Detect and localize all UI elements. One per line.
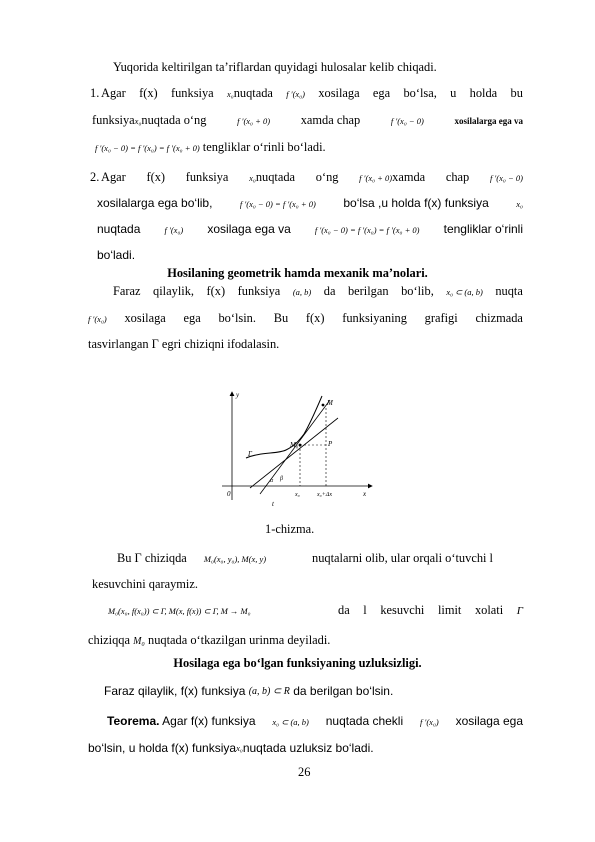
theorem-line1: Teorema. Agar f(x) funksiya x₀ ⊂ (a, b) nuqtada chekli f ′(x₀) xosilaga ega xyxy=(107,714,523,728)
para3-line: Faraz qilaylik, f(x) funksiya (a, b) ⊂ R da berilgan bo‘lsin. xyxy=(104,684,394,698)
label-beta: β xyxy=(280,476,283,482)
para2-line1: Bu Γ chiziqda M₀(x₀, y₀), M(x, y) xyxy=(117,551,267,565)
para1-line2: f ′(x₀) xosilaga ega bo‘lsin. Bu f(x) funksiyaning grafigi chizmada xyxy=(88,311,523,325)
intro-line: Yuqorida keltirilgan ta’riflardan quyidagi hulosalar kelib chiqadi. xyxy=(113,60,437,74)
label-p: P xyxy=(328,440,333,448)
tangent-figure xyxy=(220,388,380,513)
item2-number: 2. xyxy=(90,170,100,184)
gamma-curve xyxy=(246,396,322,458)
formula-eq3: f ′(x₀ − 0) = f ′(x₀) = f ′(x₀ + 0) xyxy=(314,225,420,235)
label-alpha: α xyxy=(270,478,274,484)
formula-x0: x₀ xyxy=(236,743,243,754)
formula-x0: x₀ xyxy=(134,115,142,126)
formula-left-derivative: f ′(x₀ − 0) xyxy=(390,116,424,126)
label-y: y xyxy=(236,391,240,399)
label-x0: x₀ xyxy=(295,492,300,498)
label-x0dx: x₀+Δx xyxy=(317,492,332,498)
formula-x0: x₀ xyxy=(226,88,234,99)
formula-x0-in-ab: x₀ ⊂ (a, b) xyxy=(446,287,483,297)
section-heading-continuity: Hosilaga ega bo‘lgan funksiyaning uzluksizligi. xyxy=(173,656,422,670)
para2-line3: da l kesuvchi limit xolati Γ xyxy=(338,603,523,617)
formula-eq1: f ′(x₀ − 0) = f ′(x₀) = f ′(x₀ + 0) xyxy=(95,142,200,153)
formula-x0-in-ab: x₀ ⊂ (a, b) xyxy=(272,717,309,727)
formula-left-derivative: f ′(x₀ − 0) xyxy=(489,173,523,183)
para2-line1-end: nuqtalarni olib, ular orqali o‘tuvchi l xyxy=(312,551,493,565)
label-t: t xyxy=(272,500,274,508)
item2-line1: Agar f(x) funksiya x₀nuqtada o‘ng f ′(x₀ + 0)xamda chap f ′(x₀ − 0) xyxy=(101,170,523,184)
label-x: x xyxy=(363,490,367,498)
label-gamma: Γ xyxy=(248,450,252,458)
item2-line3: nuqtada f ′(x₀) xosilaga ega va f ′(x₀ − 0) = f ′(x₀) = f ′(x₀ + 0) tengliklar o‘rinli xyxy=(97,222,523,236)
formula-fpx0: f ′(x₀) xyxy=(286,89,305,99)
point-m xyxy=(322,404,325,407)
formula-ab-in-r: (a, b) ⊂ R xyxy=(248,686,290,698)
para1-line3: tasvirlangan Γ egri chiziqni ifodalasin. xyxy=(88,337,280,351)
para2-line2: kesuvchini qaraymiz. xyxy=(92,577,198,591)
para2-line4: chiziqqa M₀ nuqtada o‘tkazilgan urinma deyiladi. xyxy=(88,633,331,647)
item1-line2: funksiyax₀nuqtada o‘ng f ′(x₀ + 0) xamda chap f ′(x₀ − 0) xosilalarga ega va xyxy=(92,113,523,127)
formula-fpx0: f ′(x₀) xyxy=(164,225,184,235)
page-number: 26 xyxy=(298,765,311,779)
formula-right-derivative: f ′(x₀ + 0) xyxy=(359,172,393,183)
item1-line1: Agar f(x) funksiya x₀nuqtada f ′(x₀) xosilaga ega bo‘lsa, u holda bu xyxy=(101,86,523,100)
formula-points: M₀(x₀, y₀), M(x, y) xyxy=(203,553,267,564)
label-m0: M₀ xyxy=(290,441,299,449)
item2-line2: xosilalarga ega bo‘lib, f ′(x₀ − 0) = f ′(x₀ + 0) bo‘lsa ,u holda f(x) funksiya x₀ xyxy=(97,196,523,210)
label-m: M xyxy=(327,399,333,407)
formula-fpx0: f ′(x₀) xyxy=(420,717,439,727)
point-m0 xyxy=(299,444,302,447)
tangent-line xyxy=(250,418,338,488)
para1-line1: Faraz qilaylik, f(x) funksiya (a, b) da berilgan bo‘lib, x₀ ⊂ (a, b) nuqta xyxy=(113,284,523,298)
formula-ab: (a, b) xyxy=(292,287,312,297)
formula-eq2: f ′(x₀ − 0) = f ′(x₀ + 0) xyxy=(239,199,316,209)
figure-caption: 1-chizma. xyxy=(265,522,315,536)
formula-m0: M₀ xyxy=(133,635,145,647)
formula-x0: x₀ xyxy=(516,199,523,209)
formula-x0: x₀ xyxy=(249,172,256,183)
formula-limit: M₀(x₀, f(x₀)) ⊂ Γ, M(x, f(x)) ⊂ Γ, M → M₀ xyxy=(108,605,251,616)
item1-line3: f ′(x₀ − 0) = f ′(x₀) = f ′(x₀ + 0) tengliklar o‘rinli bo‘ladi. xyxy=(95,140,326,154)
formula-fpx0: f ′(x₀) xyxy=(88,314,107,324)
label-origin: 0 xyxy=(227,490,231,498)
theorem-line2: bo‘lsin, u holda f(x) funksiyax₀nuqtada uzluksiz bo‘ladi. xyxy=(88,741,374,755)
section-heading-geometric: Hosilaning geometrik hamda mexanik ma’nolari. xyxy=(167,266,428,280)
formula-right-derivative: f ′(x₀ + 0) xyxy=(237,116,271,126)
para2-line3-formula xyxy=(108,603,251,619)
item1-number: 1. xyxy=(90,86,100,100)
item2-line4: bo‘ladi. xyxy=(97,248,136,262)
formula-gamma: Γ xyxy=(516,605,523,617)
